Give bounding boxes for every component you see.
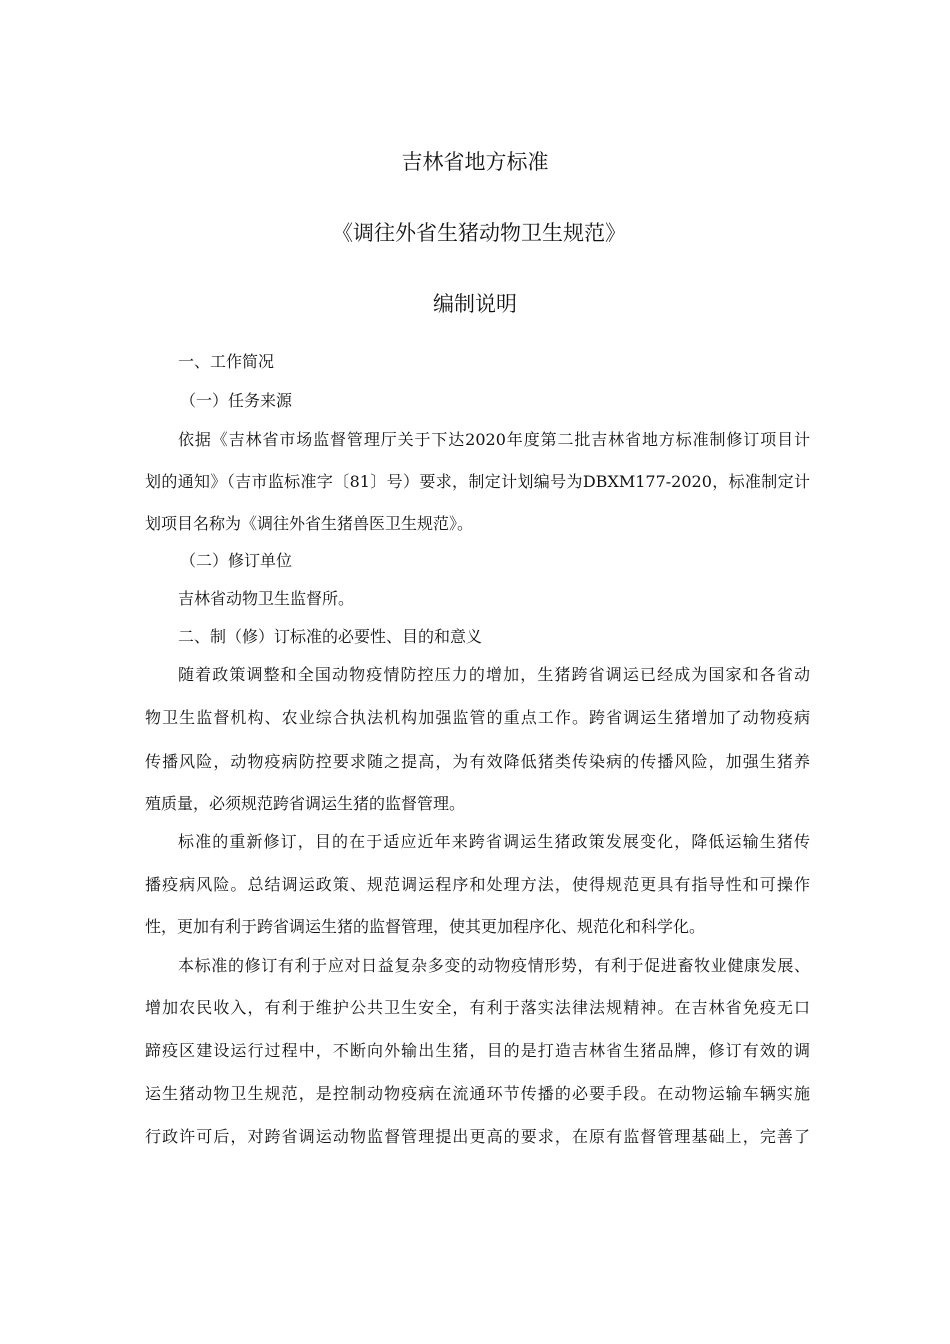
doc-title-standard: 吉林省地方标准 — [401, 150, 549, 174]
paragraph-line: 划的通知》（吉市监标准字〔81〕号）要求，制定计划编号为DBXM177-2020，标准制定计 — [145, 472, 810, 491]
doc-title-name: 《调往外省生猪动物卫生规范》 — [332, 221, 626, 245]
section-2-heading: 二、制（修）订标准的必要性、目的和意义 — [178, 627, 483, 646]
paragraph-line: 本标准的修订有利于应对日益复杂多变的动物疫情形势，有利于促进畜牧业健康发展、 — [178, 956, 810, 975]
paragraph-line: 增加农民收入，有利于维护公共卫生安全，有利于落实法律法规精神。在吉林省免疫无口 — [145, 998, 810, 1017]
paragraph-line: 传播风险，动物疫病防控要求随之提高，为有效降低猪类传染病的传播风险，加强生猪养 — [145, 752, 810, 771]
paragraph-line: 标准的重新修订，目的在于适应近年来跨省调运生猪政策发展变化，降低运输生猪传 — [178, 832, 810, 851]
paragraph-line: 随着政策调整和全国动物疫情防控压力的增加，生猪跨省调运已经成为国家和各省动 — [178, 665, 810, 684]
doc-title-explanation: 编制说明 — [433, 292, 517, 316]
paragraph-line: 性，更加有利于跨省调运生猪的监督管理，使其更加程序化、规范化和科学化。 — [145, 917, 706, 936]
revision-unit-text: 吉林省动物卫生监督所。 — [178, 589, 355, 608]
section-1-heading: 一、工作简况 — [178, 352, 275, 371]
section-1-sub-2-heading: （二）修订单位 — [180, 551, 293, 570]
paragraph-line: 蹄疫区建设运行过程中，不断向外输出生猪，目的是打造吉林省生猪品牌，修订有效的调 — [145, 1041, 810, 1060]
paragraph-line: 殖质量，必须规范跨省调运生猪的监督管理。 — [145, 794, 466, 813]
paragraph-line: 物卫生监督机构、农业综合执法机构加强监管的重点工作。跨省调运生猪增加了动物疫病 — [145, 708, 810, 727]
paragraph-line: 播疫病风险。总结调运政策、规范调运程序和处理方法，使得规范更具有指导性和可操作 — [145, 875, 810, 894]
paragraph-line: 划项目名称为《调往外省生猪兽医卫生规范》。 — [145, 514, 474, 533]
paragraph-line: 依据《吉林省市场监督管理厅关于下达2020年度第二批吉林省地方标准制修订项目计 — [178, 430, 810, 449]
section-1-sub-1-heading: （一）任务来源 — [180, 391, 293, 410]
paragraph-line: 运生猪动物卫生规范，是控制动物疫病在流通环节传播的必要手段。在动物运输车辆实施 — [145, 1084, 810, 1103]
paragraph-line: 行政许可后，对跨省调运动物监督管理提出更高的要求，在原有监督管理基础上，完善了 — [145, 1127, 810, 1146]
